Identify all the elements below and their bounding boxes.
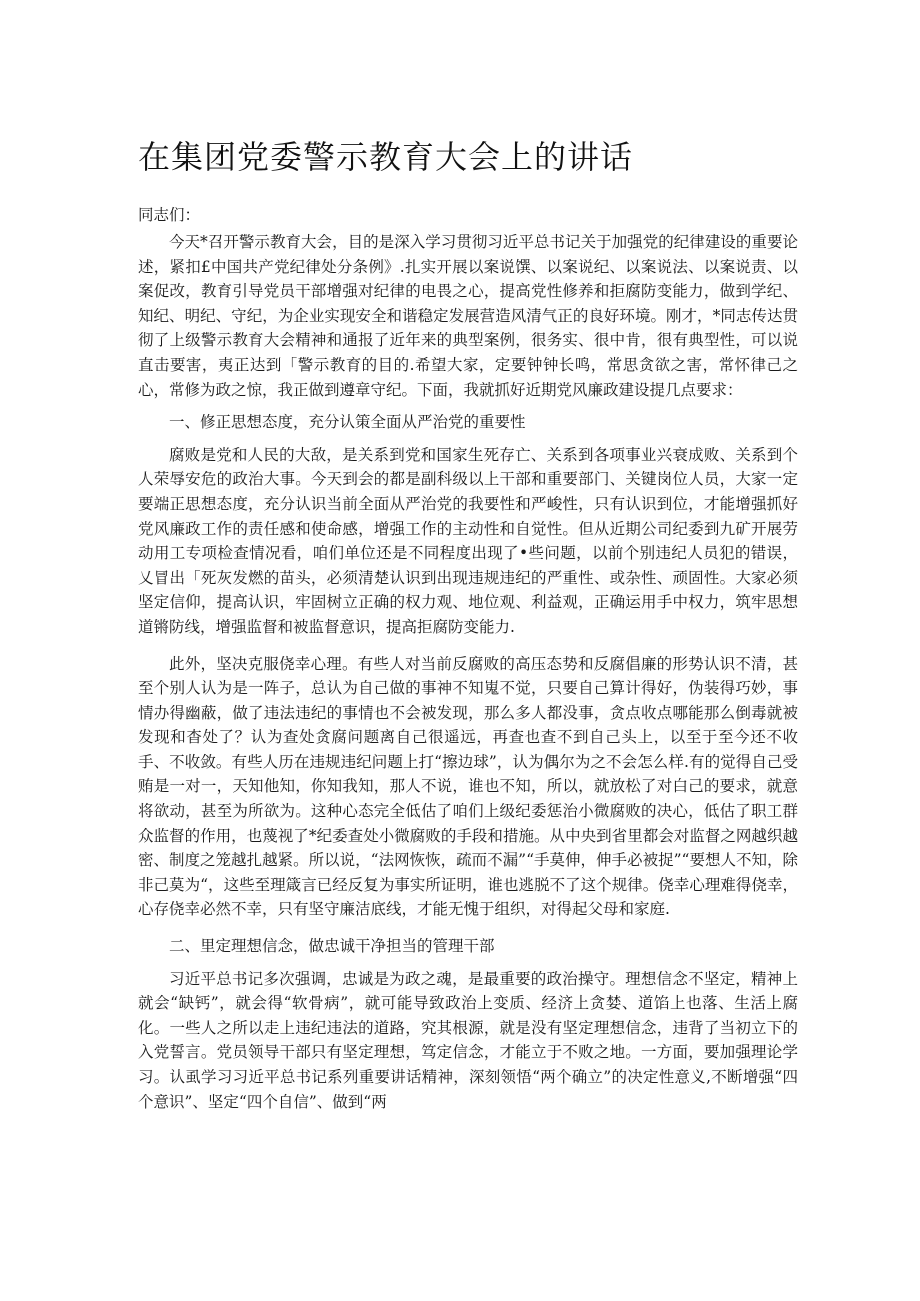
paragraph-section-1-extra: 此外，坚决克服侥幸心理。有些人对当前反腐败的高压态势和反腐倡廉的形势认识不清，甚至个别人认为是一阵子，总认为自己做的事神不知嵬不觉，只要自己算计得好，伪装得巧妙，事情办得幽蔽，做了违法违纪的事情也不会被发现，那么多人都没事，贪点收点哪能那么倒毒就被发现和杳处了？认为查处贪腐问题离自己很遥远，再查也查不到自己头上，以至于至今还不收手、不收敛。有些人历在违规违纪问题上打“擦边球”，认为偶尔为之不会怎么样.有的觉得自己受贿是一对一，天知他知，你知我知，那人不说，谁也不知，所以，就放松了对白己的要求，就意将欲动，甚至为所欲为。这种心态完全低估了咱们上级纪委惩治小微腐败的决心，低估了职工群众监督的作用，也蔑视了*纪委查处小微腐败的手段和措施。从中央到省里都会对监督之网越织越密、制度之笼越扎越紧。所以说，“法网恢恢，疏而不漏”“手莫伸，伸手必被捉”“要想人不知，除非己莫为“，这些至理箴言已经反复为事实所证明，谁也逃脱不了这个规律。侥幸心理难得侥幸，心存侥幸必然不幸，只有坚守廉洁底线，才能无愧于组织，对得起父母和家庭. <box>138 654 798 919</box>
section-heading-2: 二、里定理想信念，做忠诚干净担当的管理干部 <box>169 937 495 956</box>
paragraph-intro: 今天*召开警示教育大会，目的是深入学习贯彻习近平总书记关于加强党的纪律建设的重要论述，紧扣£中国共产党纪律处分条例》.扎实开展以案说馔、以案说纪、以案说法、以案说责、以案促改，教育引导党员干部增强对纪律的电畏之心，提高党性修养和拒腐防变能力，做到学纪、知纪、明纪、守纪，为企业实现安全和谐稳定发展营造风清气正的良好环境。刚才，*同志传达贯彻了上级警示教育大会精神和通报了近年来的典型案例，很务实、很中肯，很有典型性，可以说直击要害，夷正达到「警示教育的目的.希望大家，定要钟钟长鸣，常思贪欲之害，常怀律己之心，常修为政之惊，我正做到遵章守纪。下面，我就抓好近期党风廉政建设提几点要求： <box>138 233 798 399</box>
paragraph-section-1-main: 腐败是党和人民的大敌，是关系到党和国家生死存亡、关系到各项事业兴衰成败、关系到个人荣辱安危的政治大事。今天到会的都是副科级以上干部和重要部门、关键岗位人员，大家一定要端正思想态度，充分认识当前全面从严治党的我要性和严峻性，只有认识到位，才能增强抓好党风廉政工作的责任感和使命感，增强工作的主动性和自觉性。但从近期公司纪委到九矿开展劳动用工专项检查情况看，咱们单位还是不同程度出现了•些问题，以前个别违纪人员犯的错误，乂冒出「死灰发燃的苗头，必须清楚认识到出现违规违纪的严重性、或杂性、顽固性。大家必须坚定信仰，提高认识，牢固树立正确的权力观、地位观、利益观，正确运用手中权力，筑牢思想道锵防线，增强监督和被监督意识，提高拒腐防变能力. <box>138 445 798 636</box>
salutation: 同志们： <box>138 206 201 224</box>
paragraph-section-2-main: 习近平总书记多次强调，忠诚是为政之魂，是最重要的政治操守。理想信念不坚定，精神上就会“缺钙”，就会得“软骨病”，就可能导致政治上变质、经济上贪婪、道馅上也落、生活上腐化。一些人之所以走上违纪违法的道路，究其根源，就是没有坚定理想信念，违背了当初立下的入党誓言。党员领导干部只有坚定理想，笃定信念，才能立于不败之地。一方面，要加强理论学习。认虱学习习近平总书记系列重要讲话精神，深刻领悟“两个确立”的决定性意义,不断增强“四个意识”、坚定“四个自信”、做到“两 <box>138 969 798 1111</box>
section-heading-1: 一、修正思想态度，充分认策全面从严治党的重要性 <box>169 413 526 432</box>
document-title: 在集团党委警示教育大会上的讲话 <box>138 138 634 176</box>
document-body <box>138 230 798 1114</box>
